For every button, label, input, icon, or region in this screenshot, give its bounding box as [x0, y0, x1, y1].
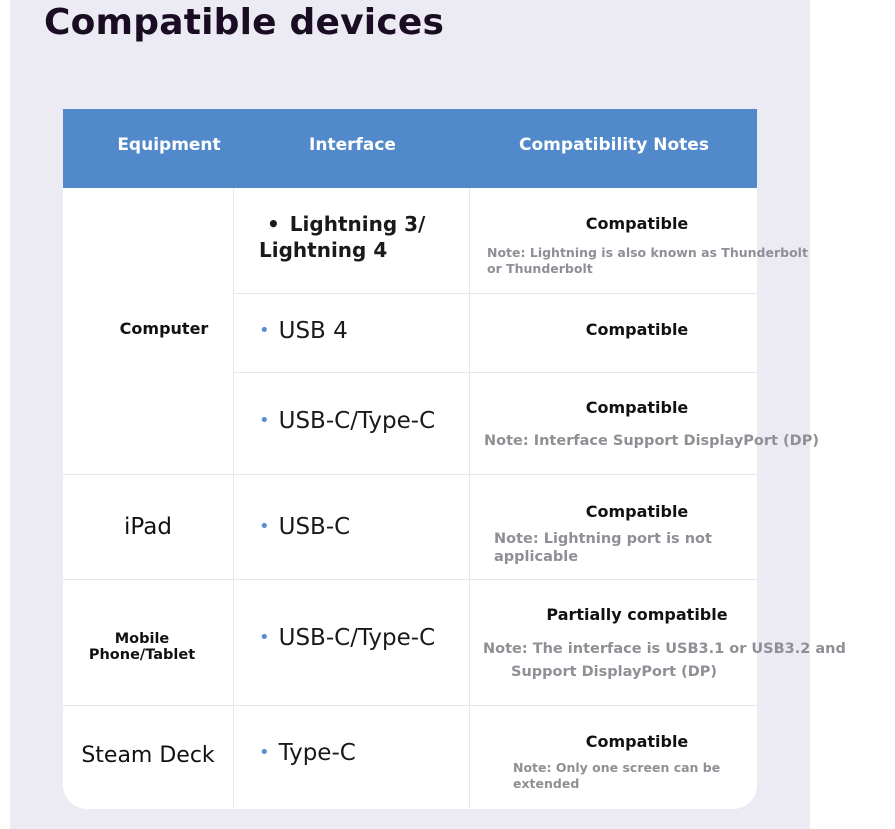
interface-value: Type-C — [278, 740, 356, 766]
note-text: Note: Interface Support DisplayPort (DP) — [484, 433, 819, 449]
bullet-icon: • — [267, 212, 280, 236]
note-line: Note: Lightning is also known as Thunderbolt — [487, 245, 808, 260]
bullet-icon: • — [259, 516, 270, 537]
note-line: Note: Only one screen can be — [513, 760, 721, 775]
interface-cell — [259, 408, 435, 434]
equipment-mobile-phone-tablet: Mobile Phone/Tablet — [88, 631, 196, 663]
note-line: Support DisplayPort (DP) — [511, 664, 718, 680]
note-text — [513, 760, 720, 792]
interface-cell — [259, 211, 425, 263]
header-compatibility-notes: Compatibility Notes — [519, 135, 709, 155]
note-text — [483, 638, 846, 684]
header-equipment: Equipment — [117, 135, 221, 155]
note-line: applicable — [494, 549, 579, 565]
interface-value: USB 4 — [278, 318, 348, 344]
interface-lightning-line1: Lightning 3/ — [289, 212, 426, 236]
interface-cell — [259, 514, 350, 540]
interface-lightning-line2: Lightning 4 — [259, 238, 388, 262]
column-divider — [469, 188, 470, 809]
equipment-ipad: iPad — [124, 514, 172, 540]
interface-cell — [259, 625, 435, 651]
bullet-icon: • — [259, 410, 270, 431]
interface-value: USB-C — [278, 514, 351, 540]
interface-value: USB-C/Type-C — [278, 625, 436, 651]
row-divider — [233, 372, 757, 373]
note-text — [494, 530, 712, 566]
row-divider — [63, 474, 757, 475]
column-divider — [233, 188, 234, 809]
equipment-computer: Computer — [119, 319, 209, 338]
row-divider — [233, 293, 757, 294]
bullet-icon: • — [259, 742, 270, 763]
header-interface: Interface — [309, 135, 396, 155]
status-text: Compatible — [585, 398, 689, 417]
note-text — [487, 245, 808, 277]
bullet-icon: • — [259, 320, 270, 341]
compatibility-table — [63, 109, 846, 809]
note-line: extended — [513, 776, 580, 791]
status-text: Partially compatible — [546, 605, 728, 624]
status-text: Compatible — [585, 732, 689, 751]
equipment-steam-deck: Steam Deck — [81, 743, 215, 768]
interface-cell — [259, 318, 348, 344]
row-divider — [63, 705, 757, 706]
interface-cell — [259, 740, 356, 766]
row-divider — [63, 579, 757, 580]
status-text: Compatible — [585, 320, 689, 339]
interface-value: USB-C/Type-C — [278, 408, 436, 434]
note-line: or Thunderbolt — [487, 261, 593, 276]
note-line: Note: Lightning port is not — [494, 531, 712, 547]
status-text: Compatible — [585, 214, 689, 233]
status-text: Compatible — [585, 502, 689, 521]
table-header — [63, 109, 757, 188]
page-title: Compatible devices — [44, 2, 445, 43]
bullet-icon: • — [259, 627, 270, 648]
note-line: Note: The interface is USB3.1 or USB3.2 and — [483, 641, 846, 657]
